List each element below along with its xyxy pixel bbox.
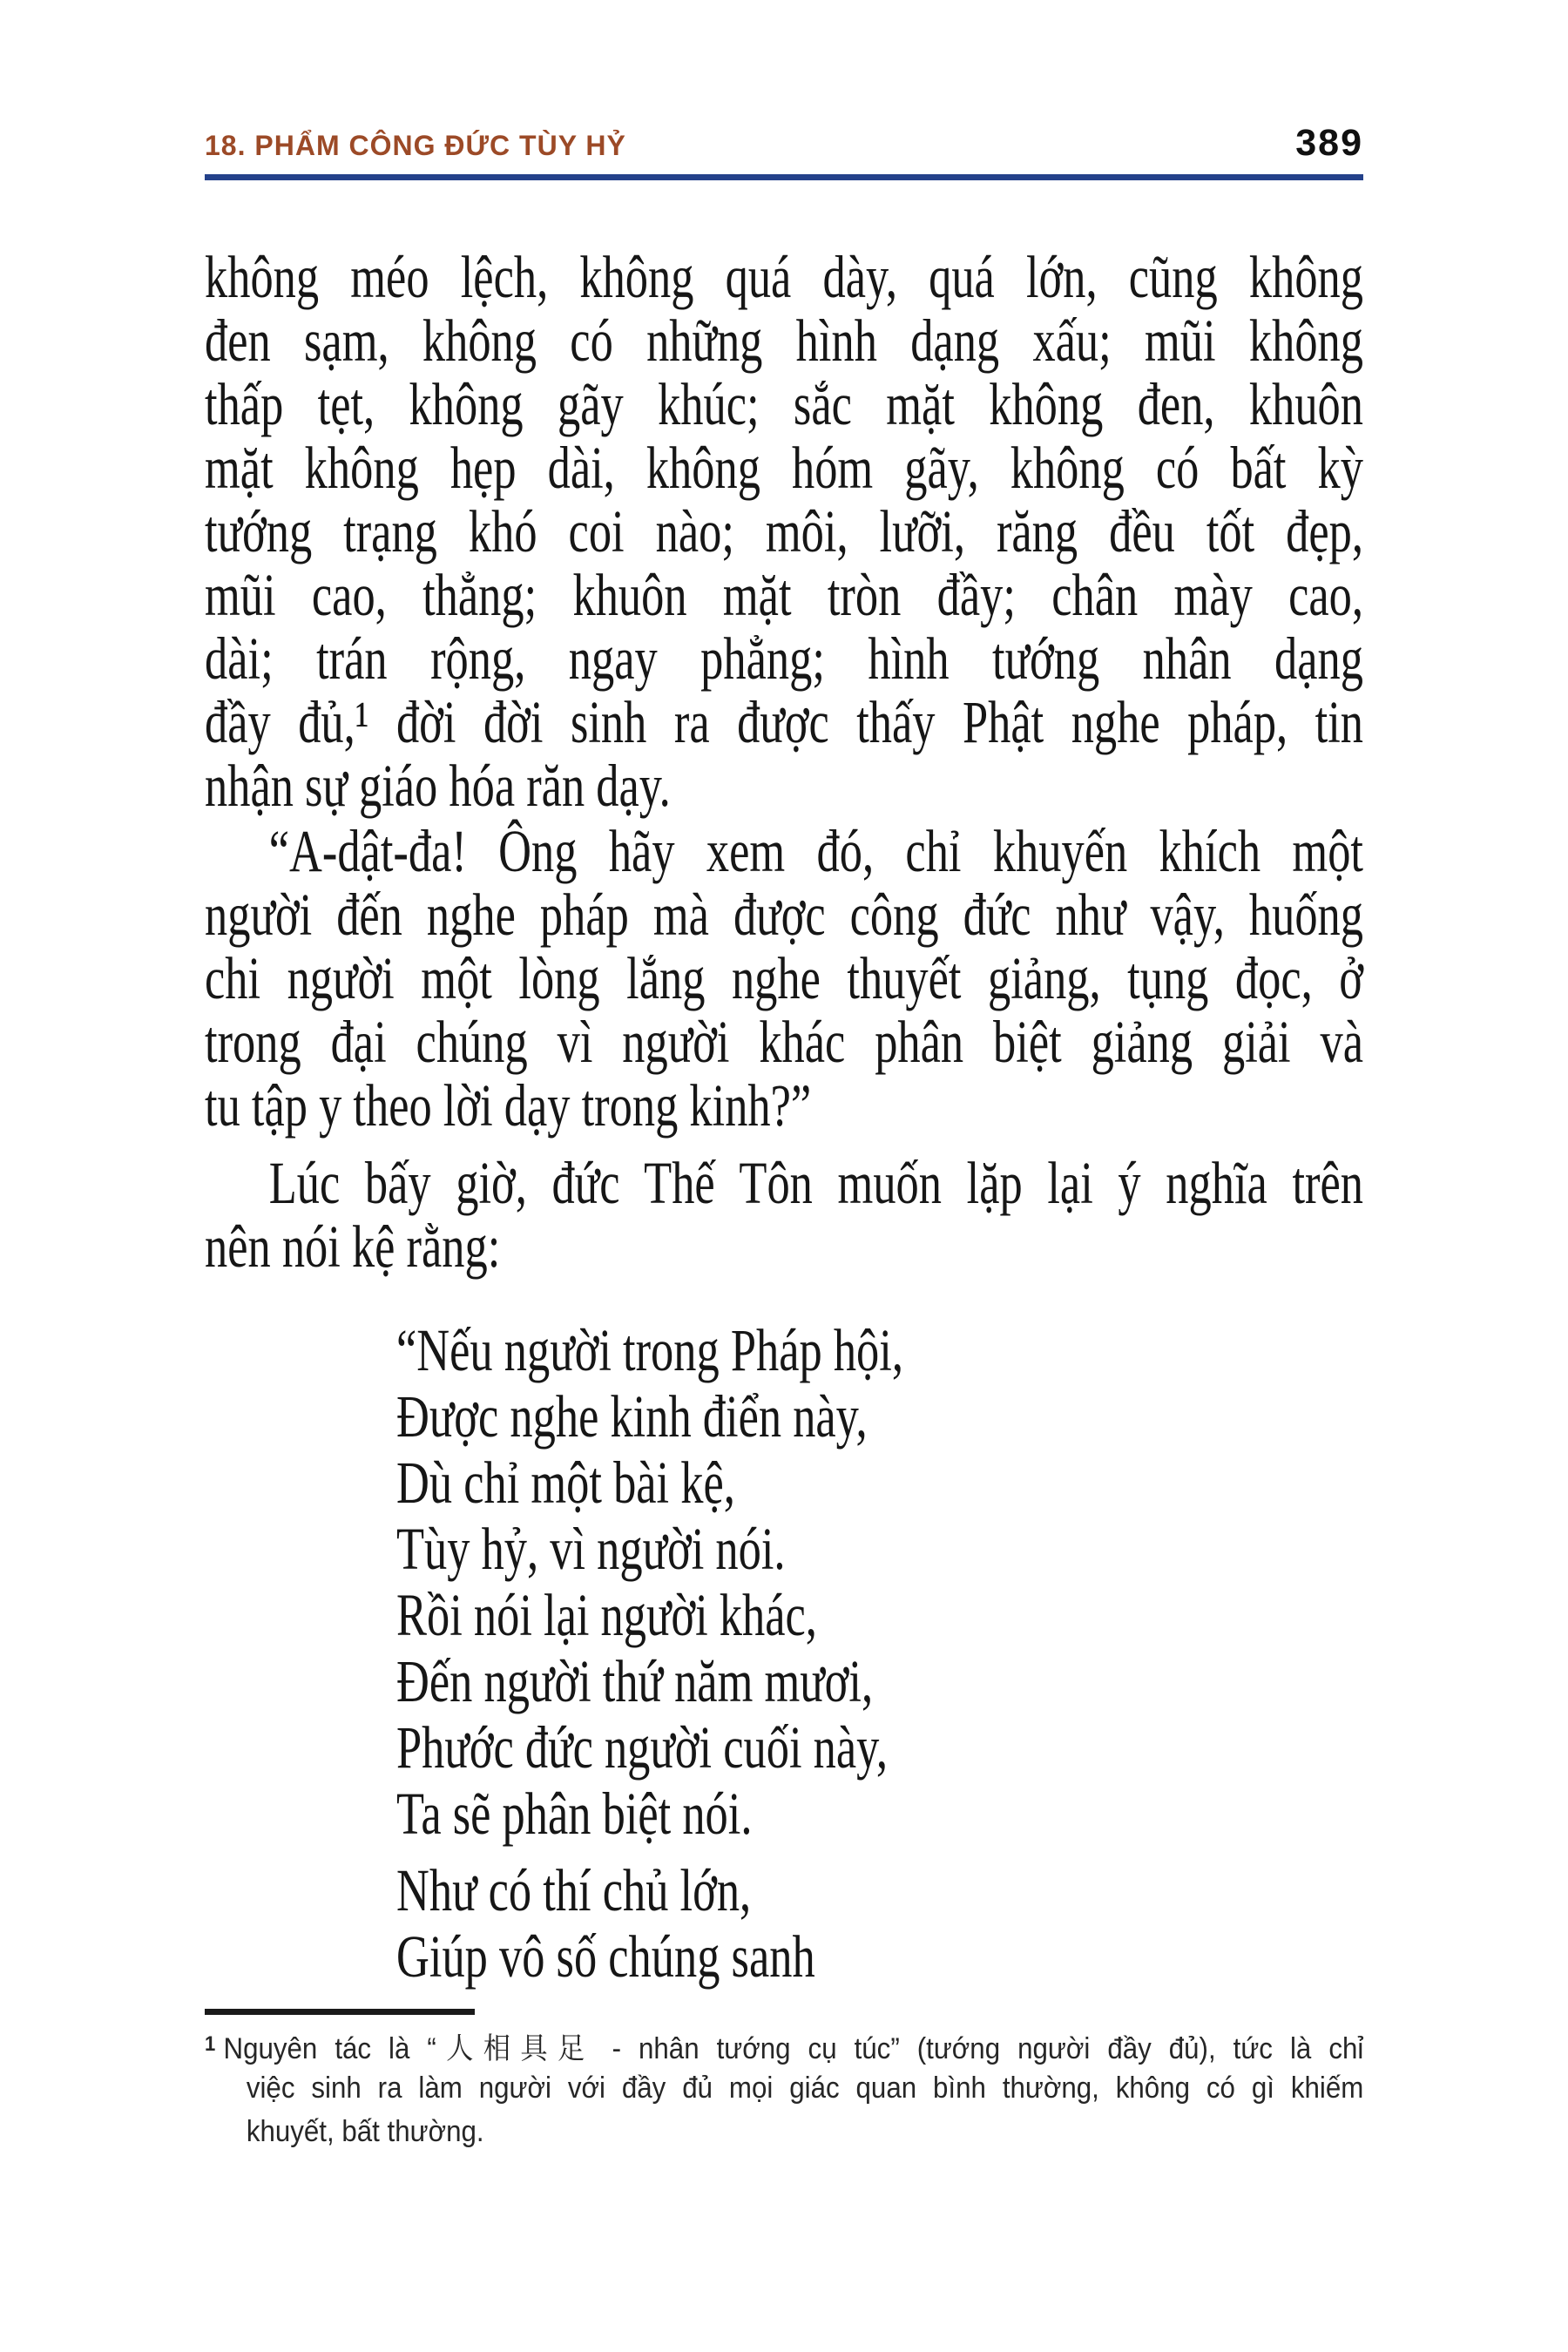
text-line: nhận sự giáo hóa răn dạy.: [205, 753, 671, 819]
text-line: “A-dật-đa! Ông hãy xem đó, chỉ khuyến khích một: [268, 818, 1364, 884]
text-line: mũi cao, thẳng; khuôn mặt tròn đầy; chân mày cao,: [205, 562, 1363, 628]
paragraph-3: [205, 1152, 1363, 1279]
verse-line: Ta sẽ phân biệt nói.: [396, 1781, 753, 1847]
text-line: dài; trán rộng, ngay phẳng; hình tướng nhân dạng: [205, 625, 1363, 692]
verse-line: Tùy hỷ, vì người nói.: [396, 1516, 786, 1582]
verse-line: Đến người thứ năm mươi,: [396, 1648, 874, 1714]
verse-line: “Nếu người trong Pháp hội,: [396, 1317, 903, 1383]
verse-line: Như có thí chủ lớn,: [396, 1857, 752, 1923]
verse-line: Giúp vô số chúng sanh: [396, 1923, 815, 1990]
page-header: [205, 122, 1363, 165]
footnote-marker: 1: [205, 2032, 216, 2056]
verse-stanza-1: [396, 1317, 1568, 1847]
footnote: [205, 2023, 1363, 2153]
paragraph-1: [205, 246, 1363, 818]
text-line: trong đại chúng vì người khác phân biệt giảng giải và: [205, 1009, 1363, 1075]
verse-line: Dù chỉ một bài kệ,: [396, 1450, 735, 1516]
text-line: chi người một lòng lắng nghe thuyết giảng, tụng đọc, ở: [205, 945, 1363, 1011]
text-line: không méo lệch, không quá dày, quá lớn, cũng không: [205, 244, 1363, 310]
text-line: Lúc bấy giờ, đức Thế Tôn muốn lặp lại ý nghĩa trên: [268, 1150, 1364, 1216]
text-line: mặt không hẹp dài, không hóm gãy, không có bất kỳ: [205, 435, 1363, 501]
page-number: 389: [1295, 122, 1363, 164]
header-rule: [205, 174, 1363, 180]
footnote-line: [205, 2023, 1363, 2066]
paragraph-2: [205, 820, 1363, 1138]
verse-line: Được nghe kinh điển này,: [396, 1383, 868, 1450]
footnote-text: Nguyên tác là “人相具足 - nhân tướng cụ túc” (tướng người đầy đủ), tức là chỉ: [223, 2032, 1364, 2065]
text-line: tướng trạng khó coi nào; môi, lưỡi, răng đều tốt đẹp,: [205, 498, 1363, 564]
chapter-title: 18. PHẨM CÔNG ĐỨC TÙY HỶ: [205, 130, 626, 161]
footnote-rule: [205, 2009, 475, 2015]
verse-line: Rồi nói lại người khác,: [396, 1582, 817, 1648]
footnote-line: việc sinh ra làm người với đầy đủ mọi giác quan bình thường, không có gì khiếm: [246, 2072, 1364, 2105]
text-line: đen sạm, không có những hình dạng xấu; mũi không: [205, 308, 1363, 374]
text-line: tu tập y theo lời dạy trong kinh?”: [205, 1072, 812, 1139]
text-line: nên nói kệ rằng:: [205, 1213, 501, 1280]
text-line: đầy đủ,¹ đời đời sinh ra được thấy Phật nghe pháp, tin: [205, 689, 1363, 755]
verse-stanza-2: [396, 1857, 1568, 1990]
text-line: thấp tẹt, không gãy khúc; sắc mặt không đen, khuôn: [205, 371, 1363, 437]
text-line: người đến nghe pháp mà được công đức như vậy, huống: [205, 882, 1363, 948]
footnote-line: khuyết, bất thường.: [246, 2115, 484, 2148]
verse-line: Phước đức người cuối này,: [396, 1714, 889, 1781]
